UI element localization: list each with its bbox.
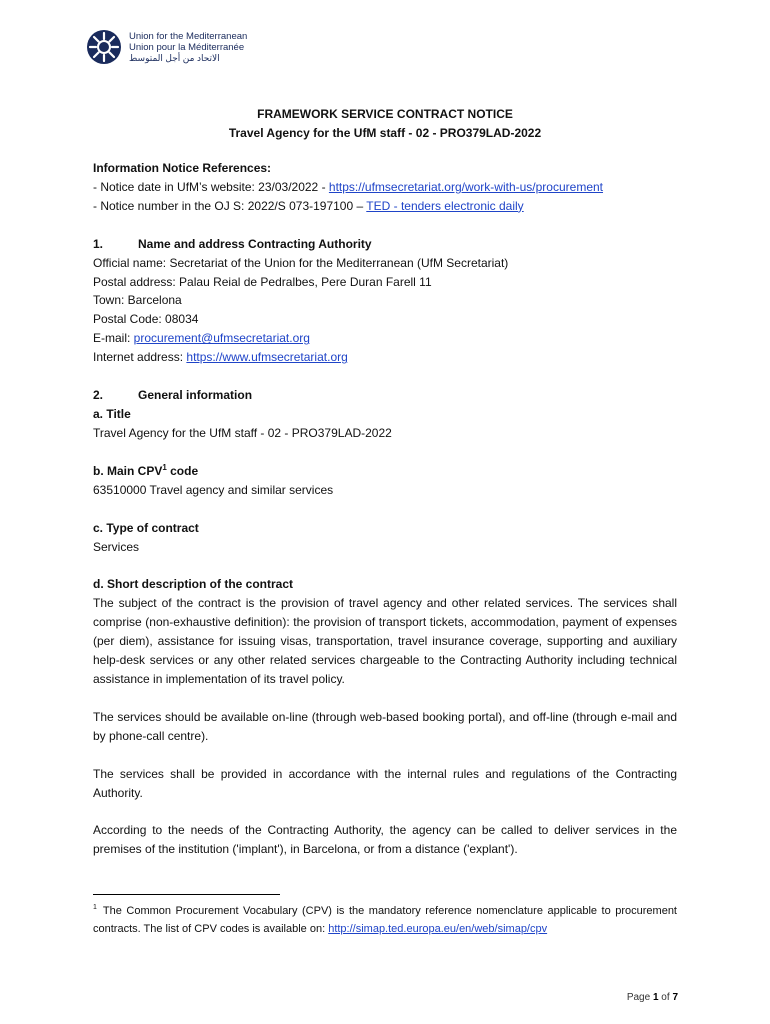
description-subheading: d. Short description of the contract	[93, 577, 294, 592]
town: Town: Barcelona	[93, 293, 182, 308]
notice-date-text: - Notice date in UfM’s website: 23/03/2022 -	[93, 179, 329, 194]
section-2-heading	[93, 386, 677, 405]
cpv-link[interactable]: http://simap.ted.europa.eu/en/web/simap/cpv	[328, 923, 548, 935]
refs-heading: Information Notice References:	[93, 161, 272, 175]
title-subheading: a. Title	[93, 406, 131, 421]
logo-line-ar: الاتحاد من أجل المتوسط	[129, 52, 220, 63]
page-current: 1	[652, 992, 659, 1003]
procurement-link[interactable]: https://ufmsecretariat.org/work-with-us/procurement	[328, 179, 604, 194]
page-label: Page	[626, 992, 653, 1003]
notice-number-text: - Notice number in the OJ S: 2022/S 073-197100 –	[93, 198, 367, 213]
official-name: Official name: Secretariat of the Union for the Mediterranean (UfM Secretariat)	[93, 255, 509, 270]
footnote	[93, 902, 677, 938]
document-body	[93, 159, 677, 859]
footnote-text: The Common Procurement Vocabulary (CPV) is the mandatory reference nomenclature applicable to procurement contracts. The list of CPV codes is available on:	[93, 905, 677, 935]
page-of: of	[658, 992, 673, 1003]
section-1-title: Name and address Contracting Authority	[138, 236, 372, 251]
section-1-number: 1.	[93, 236, 104, 251]
description-paragraph-3: The services shall be provided in accordance with the internal rules and regulations of the Contracting Authority.	[93, 766, 677, 800]
logo-line-en: Union for the Mediterranean	[129, 30, 248, 42]
postal-code: Postal Code: 08034	[93, 312, 199, 327]
section-1-heading	[93, 235, 677, 254]
page-total: 7	[672, 992, 678, 1003]
cpv-subheading	[93, 462, 677, 481]
cpv-heading-text: b. Main CPV	[93, 463, 163, 478]
footnote-ref: 1	[162, 462, 167, 472]
cpv-heading-suffix: code	[166, 463, 199, 478]
document-title-block	[0, 105, 770, 143]
contract-type-text: Services	[93, 539, 140, 554]
logo-line-fr: Union pour la Méditerranée	[129, 41, 245, 53]
website-link[interactable]: https://www.ufmsecretariat.org	[186, 350, 348, 365]
ufm-logo	[86, 27, 247, 67]
description-paragraph-2: The services should be available on-line (through web-based booking portal), and off-line (through e-mail and by phone-call centre).	[93, 709, 677, 743]
document-subtitle: Travel Agency for the UfM staff - 02 - PRO379LAD-2022	[228, 126, 542, 140]
email-link[interactable]: procurement@ufmsecretariat.org	[133, 331, 310, 346]
logo-text	[129, 31, 247, 64]
ufm-emblem-icon	[86, 29, 122, 65]
document-title: FRAMEWORK SERVICE CONTRACT NOTICE	[257, 107, 513, 121]
postal-address: Postal address: Palau Reial de Pedralbes, Pere Duran Farell 11	[93, 274, 432, 289]
description-paragraph-1: The subject of the contract is the provision of travel agency and other related services. The services shall comprise (non-exhaustive definition): the provision of transport tickets, accommodation, payment of expenses (per diem), assistance for issuing visas, transportation, travel insurance coverage, supporting and auxiliary help-desk services or any other related services chargeable to the Contracting Authority including technical assistance in implementation of its travel policy.	[93, 596, 677, 686]
notice-date-line	[93, 178, 677, 197]
cpv-text: 63510000 Travel agency and similar services	[93, 482, 334, 497]
page-number	[627, 992, 678, 1003]
email-label: E-mail:	[93, 331, 134, 346]
footnote-marker: 1	[93, 904, 97, 912]
internet-label: Internet address:	[93, 350, 187, 365]
title-text: Travel Agency for the UfM staff - 02 - PRO379LAD-2022	[93, 425, 392, 440]
internet-line	[93, 348, 677, 367]
section-2-title: General information	[138, 388, 253, 403]
description-paragraph-4: According to the needs of the Contracting Authority, the agency can be called to deliver services in the premises of the institution ('implant'), in Barcelona, or from a distance ('explant').	[93, 823, 677, 857]
section-2-number: 2.	[93, 388, 104, 403]
ted-link[interactable]: TED - tenders electronic daily	[366, 198, 524, 213]
email-line	[93, 329, 677, 348]
footnote-divider	[93, 894, 280, 895]
notice-number-line	[93, 197, 677, 216]
contract-type-subheading: c. Type of contract	[93, 520, 199, 535]
